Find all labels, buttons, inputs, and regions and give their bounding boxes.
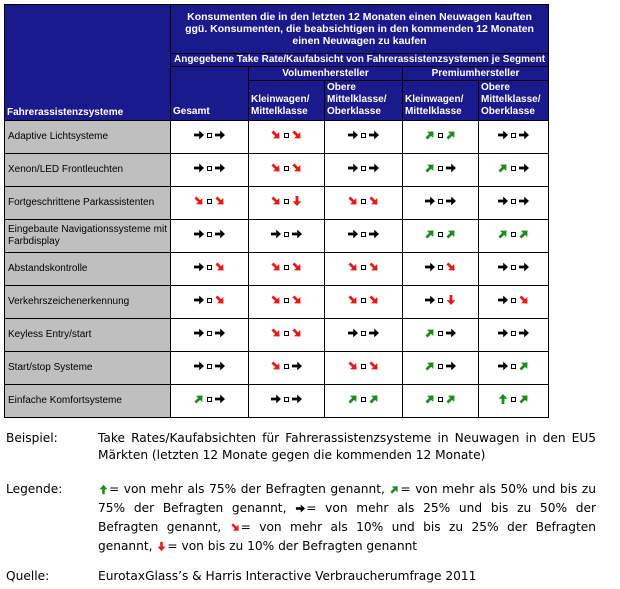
trend-cell xyxy=(249,352,325,385)
separator-square-icon xyxy=(511,166,516,171)
right-arrow-icon xyxy=(214,162,226,174)
assistance-systems-table xyxy=(4,4,549,418)
trend-pair xyxy=(347,162,380,174)
separator-square-icon xyxy=(284,331,289,336)
trend-cell xyxy=(479,385,549,418)
separator-square-icon xyxy=(438,199,443,204)
down-right-arrow-icon xyxy=(270,162,282,174)
down-right-arrow-icon xyxy=(445,261,457,273)
trend-pair xyxy=(497,261,530,273)
right-arrow-icon xyxy=(214,360,226,372)
separator-square-icon xyxy=(511,199,516,204)
down-right-arrow-icon xyxy=(368,261,380,273)
right-arrow-icon xyxy=(518,129,530,141)
trend-pair xyxy=(424,327,457,339)
table-body xyxy=(5,121,549,418)
col-header-volume-small: Kleinwagen/ Mittelklasse xyxy=(249,81,325,121)
right-arrow-icon xyxy=(193,327,205,339)
right-arrow-icon xyxy=(193,261,205,273)
right-arrow-icon xyxy=(445,360,457,372)
down-right-arrow-icon xyxy=(347,195,359,207)
trend-cell xyxy=(171,220,249,253)
trend-pair xyxy=(270,228,303,240)
trend-pair xyxy=(424,162,457,174)
trend-pair xyxy=(270,195,303,207)
right-arrow-icon xyxy=(193,294,205,306)
down-right-arrow-icon xyxy=(214,294,226,306)
row-label: Start/stop Systeme xyxy=(5,352,171,385)
trend-cell xyxy=(171,187,249,220)
separator-square-icon xyxy=(207,265,212,270)
trend-pair xyxy=(497,360,530,372)
trend-pair xyxy=(497,327,530,339)
right-arrow-icon xyxy=(445,195,457,207)
trend-pair xyxy=(497,228,530,240)
right-arrow-icon xyxy=(497,195,509,207)
right-arrow-icon xyxy=(497,261,509,273)
legend-icon xyxy=(98,483,109,500)
col-header-gesamt: Gesamt xyxy=(171,67,249,121)
row-label: Verkehrszeichenerkennung xyxy=(5,286,171,319)
right-arrow-icon xyxy=(368,129,380,141)
separator-square-icon xyxy=(438,265,443,270)
separator-square-icon xyxy=(511,331,516,336)
right-arrow-icon xyxy=(214,129,226,141)
right-arrow-icon xyxy=(291,360,303,372)
separator-square-icon xyxy=(207,166,212,171)
up-right-arrow-icon xyxy=(424,327,436,339)
down-right-arrow-icon xyxy=(291,162,303,174)
source-label: Quelle: xyxy=(6,569,50,583)
trend-cell xyxy=(249,286,325,319)
down-right-arrow-icon xyxy=(230,522,241,533)
table-row xyxy=(5,286,549,319)
row-label: Eingebaute Navigationssysteme mit Farbdisplay xyxy=(5,220,171,253)
right-arrow-icon xyxy=(214,327,226,339)
separator-square-icon xyxy=(361,298,366,303)
up-right-arrow-icon xyxy=(497,228,509,240)
down-right-arrow-icon xyxy=(368,294,380,306)
trend-cell xyxy=(249,319,325,352)
separator-square-icon xyxy=(438,166,443,171)
trend-pair xyxy=(347,261,380,273)
down-right-arrow-icon xyxy=(347,294,359,306)
trend-pair xyxy=(424,294,457,306)
trend-pair xyxy=(347,195,380,207)
right-arrow-icon xyxy=(347,228,359,240)
trend-pair xyxy=(424,261,457,273)
example-label: Beispiel: xyxy=(6,431,58,445)
legend-icon xyxy=(295,502,306,519)
trend-pair xyxy=(497,393,530,405)
right-arrow-icon xyxy=(193,360,205,372)
trend-cell xyxy=(403,187,479,220)
trend-cell xyxy=(325,253,403,286)
separator-square-icon xyxy=(361,133,366,138)
trend-cell xyxy=(403,352,479,385)
trend-cell xyxy=(171,154,249,187)
up-right-arrow-icon xyxy=(389,484,400,495)
trend-cell xyxy=(325,319,403,352)
separator-square-icon xyxy=(207,199,212,204)
separator-square-icon xyxy=(284,364,289,369)
right-arrow-icon xyxy=(193,162,205,174)
trend-cell xyxy=(479,187,549,220)
up-right-arrow-icon xyxy=(424,360,436,372)
separator-square-icon xyxy=(207,298,212,303)
trend-cell xyxy=(249,385,325,418)
row-header: Fahrerassistenzsysteme xyxy=(5,5,171,121)
trend-pair xyxy=(497,294,530,306)
trend-cell xyxy=(479,253,549,286)
up-right-arrow-icon xyxy=(445,129,457,141)
trend-pair xyxy=(347,327,380,339)
trend-pair xyxy=(497,162,530,174)
table-row xyxy=(5,220,549,253)
up-right-arrow-icon xyxy=(424,228,436,240)
separator-square-icon xyxy=(438,133,443,138)
legend-icon xyxy=(230,521,241,538)
down-right-arrow-icon xyxy=(193,195,205,207)
up-right-arrow-icon xyxy=(193,393,205,405)
down-right-arrow-icon xyxy=(291,129,303,141)
legend-text xyxy=(98,481,596,557)
trend-pair xyxy=(193,393,226,405)
up-right-arrow-icon xyxy=(424,393,436,405)
trend-cell xyxy=(171,121,249,154)
down-right-arrow-icon xyxy=(214,195,226,207)
down-right-arrow-icon xyxy=(291,261,303,273)
separator-square-icon xyxy=(207,232,212,237)
down-right-arrow-icon xyxy=(368,360,380,372)
trend-pair xyxy=(270,162,303,174)
legend-icon xyxy=(389,483,400,500)
trend-pair xyxy=(193,162,226,174)
separator-square-icon xyxy=(511,133,516,138)
trend-cell xyxy=(249,121,325,154)
table-row xyxy=(5,187,549,220)
down-right-arrow-icon xyxy=(214,261,226,273)
trend-pair xyxy=(347,294,380,306)
col-header-premium-upper: Obere Mittelklasse/ Oberklasse xyxy=(479,81,549,121)
legend-label: Legende: xyxy=(6,482,63,496)
up-right-arrow-icon xyxy=(445,228,457,240)
up-right-arrow-icon xyxy=(518,228,530,240)
down-arrow-icon xyxy=(291,195,303,207)
trend-pair xyxy=(270,294,303,306)
table-row xyxy=(5,352,549,385)
separator-square-icon xyxy=(511,298,516,303)
up-right-arrow-icon xyxy=(424,162,436,174)
row-label: Adaptive Lichtsysteme xyxy=(5,121,171,154)
legend-item-text: = von mehr als 25% und bis zu 50% der Befragten genannt, xyxy=(98,501,597,534)
right-arrow-icon xyxy=(291,393,303,405)
separator-square-icon xyxy=(207,364,212,369)
separator-square-icon xyxy=(511,265,516,270)
trend-pair xyxy=(193,294,226,306)
separator-square-icon xyxy=(284,199,289,204)
col-header-premium-small: Kleinwagen/ Mittelklasse xyxy=(403,81,479,121)
right-arrow-icon xyxy=(518,162,530,174)
trend-cell xyxy=(479,220,549,253)
trend-cell xyxy=(325,187,403,220)
down-right-arrow-icon xyxy=(291,294,303,306)
up-right-arrow-icon xyxy=(518,360,530,372)
trend-cell xyxy=(403,385,479,418)
trend-pair xyxy=(424,195,457,207)
separator-square-icon xyxy=(284,232,289,237)
down-right-arrow-icon xyxy=(270,327,282,339)
separator-square-icon xyxy=(284,166,289,171)
right-arrow-icon xyxy=(214,393,226,405)
trend-cell xyxy=(325,154,403,187)
separator-square-icon xyxy=(361,331,366,336)
trend-cell xyxy=(171,385,249,418)
table-row xyxy=(5,385,549,418)
right-arrow-icon xyxy=(193,129,205,141)
down-right-arrow-icon xyxy=(347,261,359,273)
trend-pair xyxy=(270,360,303,372)
trend-cell xyxy=(171,286,249,319)
table-row xyxy=(5,319,549,352)
trend-cell xyxy=(479,352,549,385)
right-arrow-icon xyxy=(424,261,436,273)
trend-pair xyxy=(193,360,226,372)
right-arrow-icon xyxy=(368,327,380,339)
row-label: Einfache Komfortsysteme xyxy=(5,385,171,418)
right-arrow-icon xyxy=(424,294,436,306)
trend-cell xyxy=(171,352,249,385)
right-arrow-icon xyxy=(368,162,380,174)
up-right-arrow-icon xyxy=(518,393,530,405)
separator-square-icon xyxy=(361,364,366,369)
trend-pair xyxy=(193,261,226,273)
trend-cell xyxy=(479,154,549,187)
trend-cell xyxy=(325,352,403,385)
separator-square-icon xyxy=(361,265,366,270)
right-arrow-icon xyxy=(214,228,226,240)
up-right-arrow-icon xyxy=(368,393,380,405)
down-right-arrow-icon xyxy=(270,261,282,273)
down-right-arrow-icon xyxy=(270,294,282,306)
trend-pair xyxy=(270,327,303,339)
trend-cell xyxy=(479,121,549,154)
legend-icon xyxy=(156,540,167,557)
separator-square-icon xyxy=(207,331,212,336)
separator-square-icon xyxy=(438,298,443,303)
row-label: Keyless Entry/start xyxy=(5,319,171,352)
right-arrow-icon xyxy=(497,294,509,306)
right-arrow-icon xyxy=(193,228,205,240)
separator-square-icon xyxy=(284,133,289,138)
separator-square-icon xyxy=(511,364,516,369)
separator-square-icon xyxy=(361,199,366,204)
trend-cell xyxy=(325,286,403,319)
trend-cell xyxy=(325,385,403,418)
separator-square-icon xyxy=(207,133,212,138)
trend-cell xyxy=(325,220,403,253)
trend-cell xyxy=(249,220,325,253)
down-right-arrow-icon xyxy=(368,195,380,207)
up-right-arrow-icon xyxy=(445,393,457,405)
trend-cell xyxy=(249,253,325,286)
separator-square-icon xyxy=(361,232,366,237)
table-row xyxy=(5,121,549,154)
right-arrow-icon xyxy=(347,327,359,339)
trend-pair xyxy=(270,129,303,141)
down-arrow-icon xyxy=(156,541,167,552)
separator-square-icon xyxy=(284,265,289,270)
separator-square-icon xyxy=(438,331,443,336)
separator-square-icon xyxy=(438,364,443,369)
trend-cell xyxy=(403,319,479,352)
right-arrow-icon xyxy=(347,129,359,141)
right-arrow-icon xyxy=(347,162,359,174)
trend-pair xyxy=(347,360,380,372)
trend-cell xyxy=(479,319,549,352)
right-arrow-icon xyxy=(368,228,380,240)
trend-cell xyxy=(403,220,479,253)
row-label: Abstandskontrolle xyxy=(5,253,171,286)
right-arrow-icon xyxy=(270,393,282,405)
trend-pair xyxy=(347,393,380,405)
right-arrow-icon xyxy=(291,228,303,240)
up-arrow-icon xyxy=(497,393,509,405)
right-arrow-icon xyxy=(497,360,509,372)
down-right-arrow-icon xyxy=(291,327,303,339)
separator-square-icon xyxy=(207,397,212,402)
trend-cell xyxy=(403,154,479,187)
right-arrow-icon xyxy=(445,162,457,174)
separator-square-icon xyxy=(438,397,443,402)
trend-pair xyxy=(347,228,380,240)
separator-square-icon xyxy=(438,232,443,237)
trend-pair xyxy=(347,129,380,141)
right-arrow-icon xyxy=(518,327,530,339)
trend-pair xyxy=(193,195,226,207)
trend-cell xyxy=(403,286,479,319)
trend-pair xyxy=(193,228,226,240)
legend-item-text: = von mehr als 50% und bis zu 75% der Befragten genannt, xyxy=(98,482,596,515)
separator-square-icon xyxy=(284,298,289,303)
right-arrow-icon xyxy=(497,129,509,141)
table-row xyxy=(5,253,549,286)
trend-pair xyxy=(270,393,303,405)
right-arrow-icon xyxy=(518,195,530,207)
trend-cell xyxy=(171,253,249,286)
group-premium: Premiumhersteller xyxy=(403,67,549,81)
trend-cell xyxy=(249,187,325,220)
down-right-arrow-icon xyxy=(347,360,359,372)
trend-cell xyxy=(171,319,249,352)
trend-pair xyxy=(424,393,457,405)
table-subtitle: Angegebene Take Rate/Kaufabsicht von Fahrerassistenzsystemen je Segment xyxy=(171,54,549,67)
down-arrow-icon xyxy=(445,294,457,306)
right-arrow-icon xyxy=(424,195,436,207)
up-right-arrow-icon xyxy=(497,162,509,174)
down-right-arrow-icon xyxy=(270,195,282,207)
legend-item-text: = von bis zu 10% der Befragten genannt xyxy=(167,539,418,553)
trend-cell xyxy=(403,121,479,154)
table-title: Konsumenten die in den letzten 12 Monaten einen Neuwagen kauften ggü. Konsumenten, die beabsichtigen in den kommenden 12 Monaten einen Neuwagen zu kaufen xyxy=(171,5,549,54)
separator-square-icon xyxy=(284,397,289,402)
trend-pair xyxy=(497,195,530,207)
up-right-arrow-icon xyxy=(424,129,436,141)
trend-pair xyxy=(270,261,303,273)
trend-cell xyxy=(325,121,403,154)
down-right-arrow-icon xyxy=(518,294,530,306)
up-arrow-icon xyxy=(98,484,109,495)
separator-square-icon xyxy=(361,397,366,402)
trend-pair xyxy=(193,129,226,141)
right-arrow-icon xyxy=(518,261,530,273)
separator-square-icon xyxy=(511,232,516,237)
down-right-arrow-icon xyxy=(270,129,282,141)
legend-item-text: = von mehr als 10% und bis zu 25% der Befragten genannt, xyxy=(98,520,596,553)
down-right-arrow-icon xyxy=(270,360,282,372)
source-text: EurotaxGlass’s & Harris Interactive Verbraucherumfrage 2011 xyxy=(98,569,477,583)
separator-square-icon xyxy=(511,397,516,402)
trend-pair xyxy=(424,228,457,240)
up-right-arrow-icon xyxy=(347,393,359,405)
trend-cell xyxy=(479,286,549,319)
right-arrow-icon xyxy=(445,327,457,339)
trend-pair xyxy=(193,327,226,339)
table-row xyxy=(5,154,549,187)
right-arrow-icon xyxy=(270,228,282,240)
example-text: Take Rates/Kaufabsichten für Fahrerassistenzsysteme in Neuwagen in den EU5 Märkten (letzten 12 Monate gegen die kommenden 12 Monate) xyxy=(98,431,596,462)
group-volume: Volumenhersteller xyxy=(249,67,403,81)
right-arrow-icon xyxy=(497,327,509,339)
row-label: Xenon/LED Frontleuchten xyxy=(5,154,171,187)
col-header-volume-upper: Obere Mittelklasse/ Oberklasse xyxy=(325,81,403,121)
legend-item-text: = von mehr als 75% der Befragten genannt, xyxy=(109,482,385,496)
trend-pair xyxy=(424,129,457,141)
right-arrow-icon xyxy=(295,503,306,514)
trend-cell xyxy=(403,253,479,286)
trend-pair xyxy=(497,129,530,141)
separator-square-icon xyxy=(361,166,366,171)
trend-cell xyxy=(249,154,325,187)
row-label: Fortgeschrittene Parkassistenten xyxy=(5,187,171,220)
trend-pair xyxy=(424,360,457,372)
